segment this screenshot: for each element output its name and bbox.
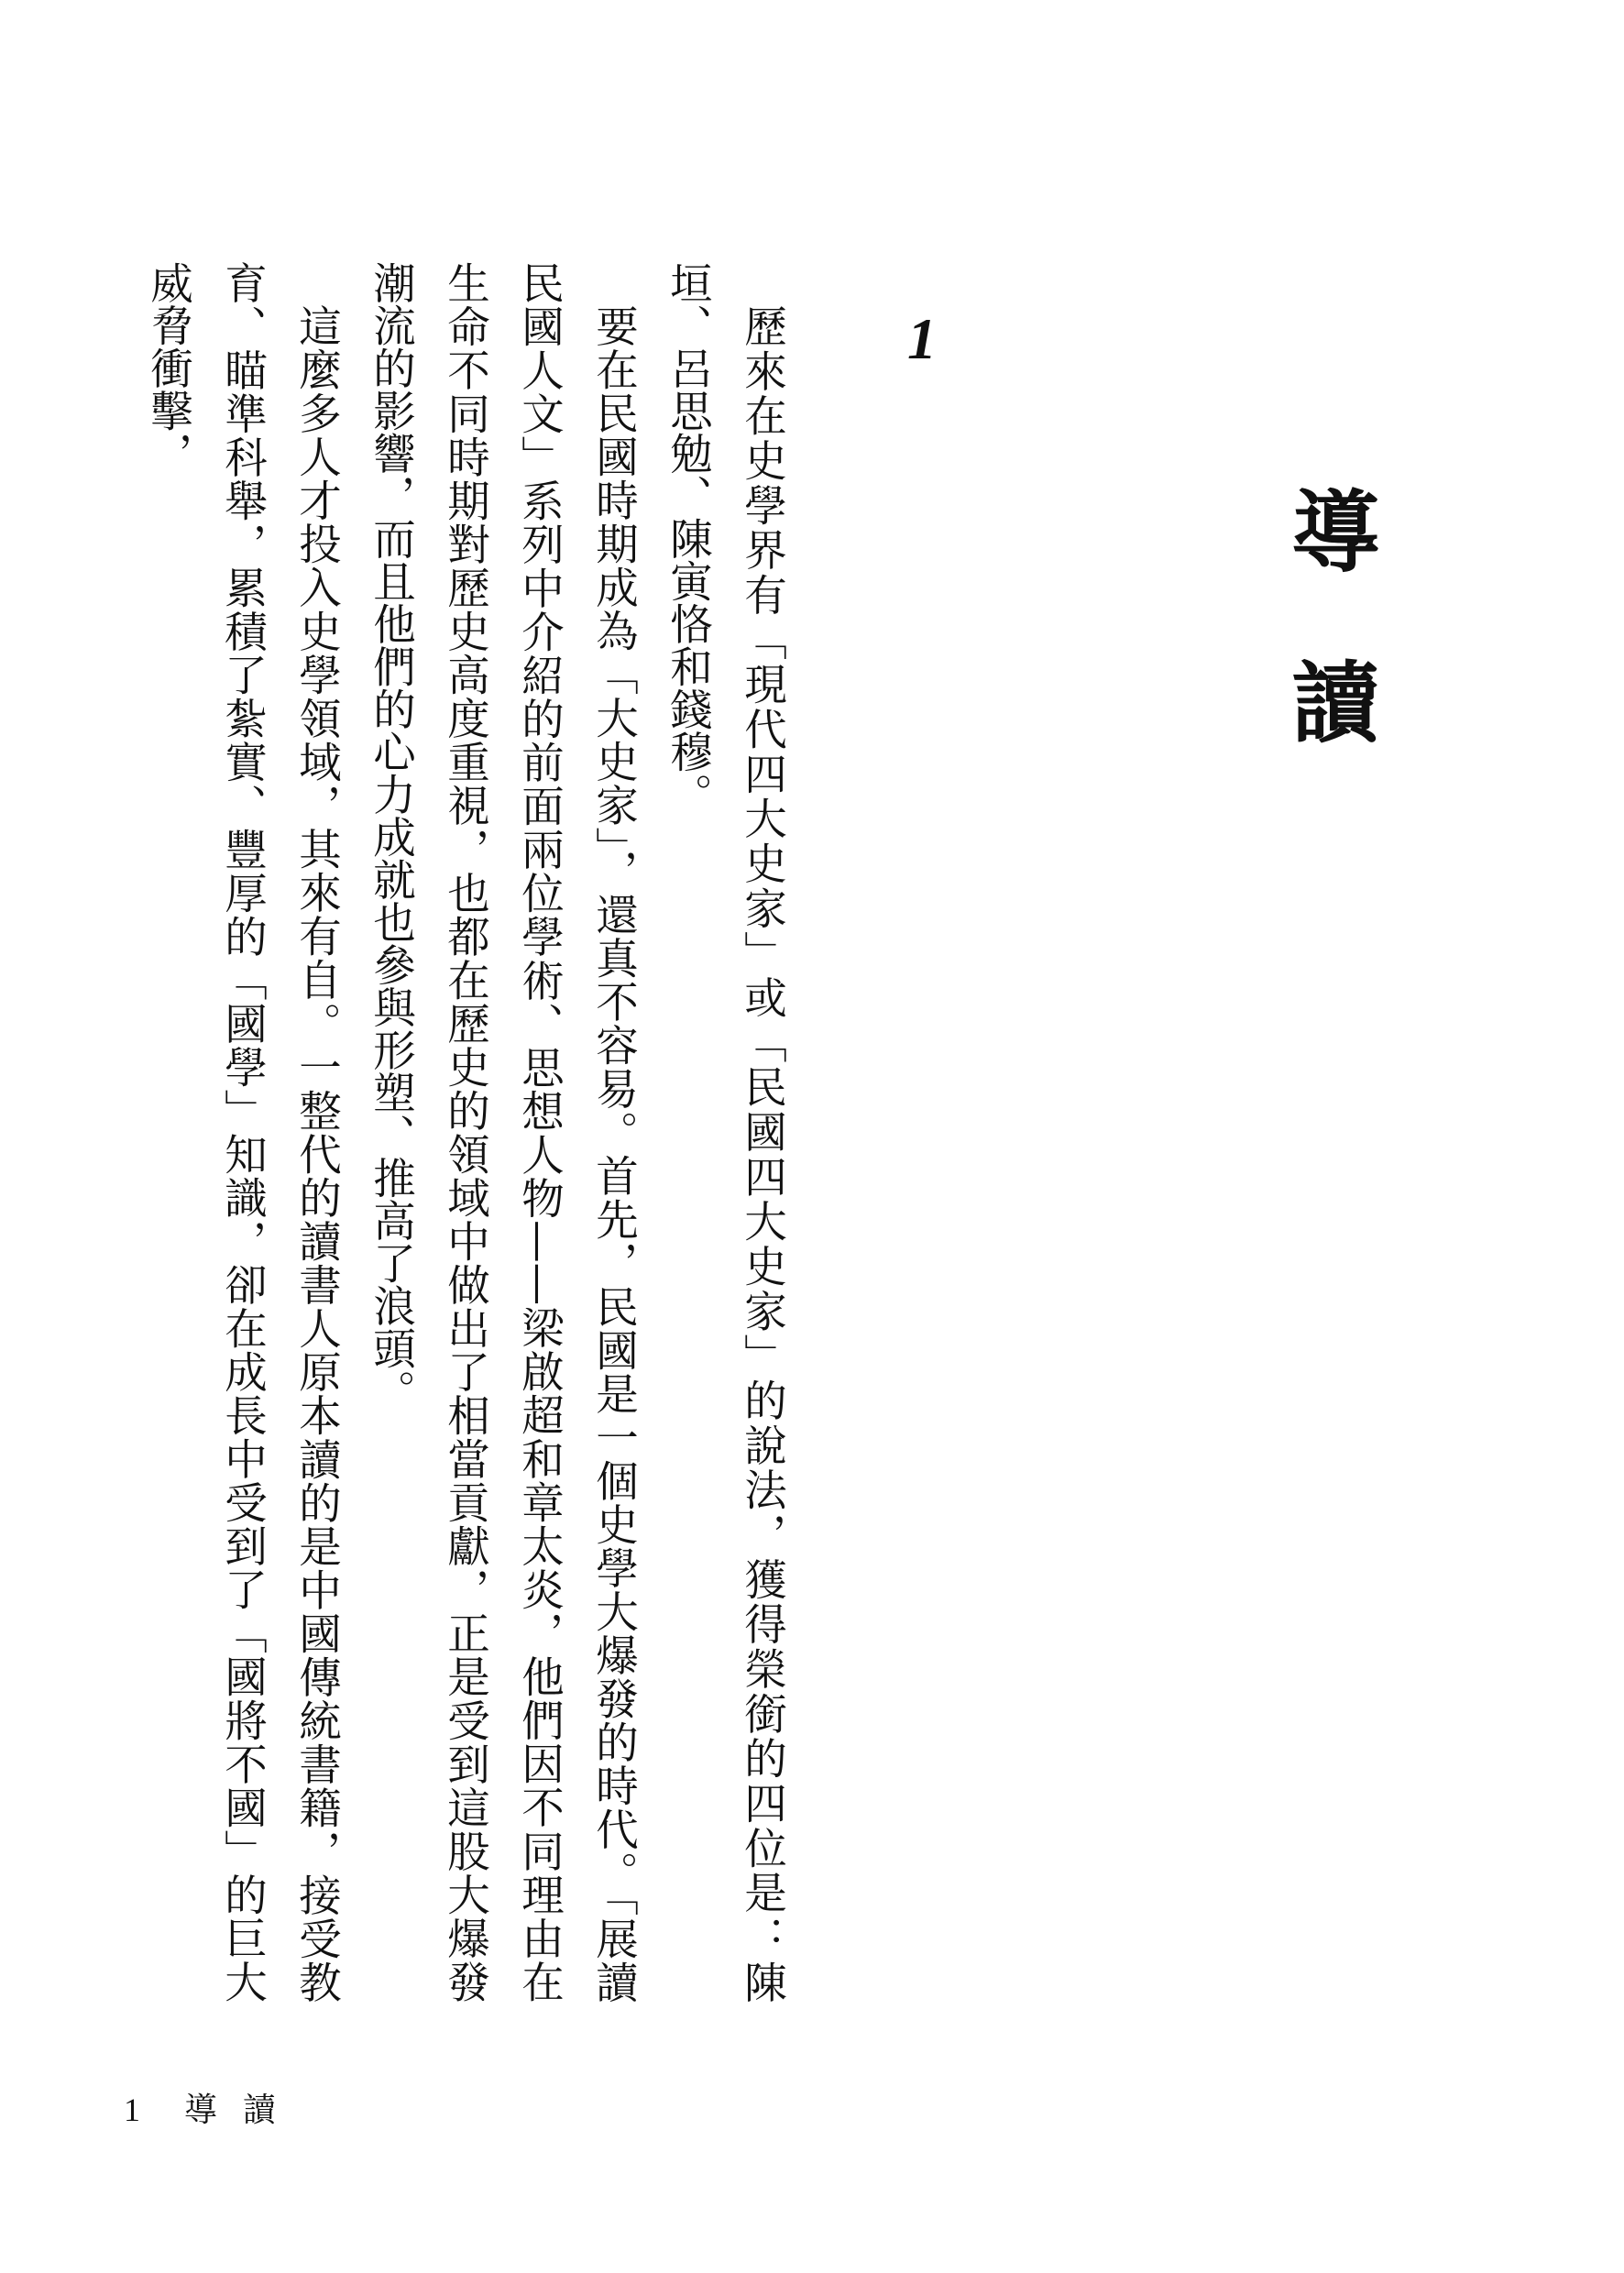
paragraph-1: 歷來在史學界有「現代四大史家」或「民國四大史家」的說法，獲得榮銜的四位是：陳垣、呂思勉、陳寅恪和錢穆。 [664, 261, 787, 2003]
chapter-number: 1 [907, 306, 937, 371]
body-text [144, 261, 799, 2003]
page-number: 1 [124, 2092, 140, 2128]
paragraph-3: 這麼多人才投入史學領域，其來有自。一整代的讀書人原本讀的是中國傳統書籍，接受教育、瞄準科舉，累積了紮實、豐厚的「國學」知識，卻在成長中受到了「國將不國」的巨大威脅衝擊， [144, 261, 342, 2003]
chapter-title: 導讀 [1278, 486, 1380, 827]
running-title: 導讀 [184, 2092, 302, 2129]
paragraph-2: 要在民國時期成為「大史家」，還真不容易。首先，民國是一個史學大爆發的時代。「展讀民國人文」系列中介紹的前面兩位學術、思想人物——梁啟超和章太炎，他們因不同理由在生命不同時期對歷史高度重視，也都在歷史的領域中做出了相當貢獻，正是受到這股大爆發潮流的影響，而且他們的心力成就也參與形塑、推高了浪頭。 [367, 261, 639, 2003]
page-footer [124, 2090, 302, 2131]
